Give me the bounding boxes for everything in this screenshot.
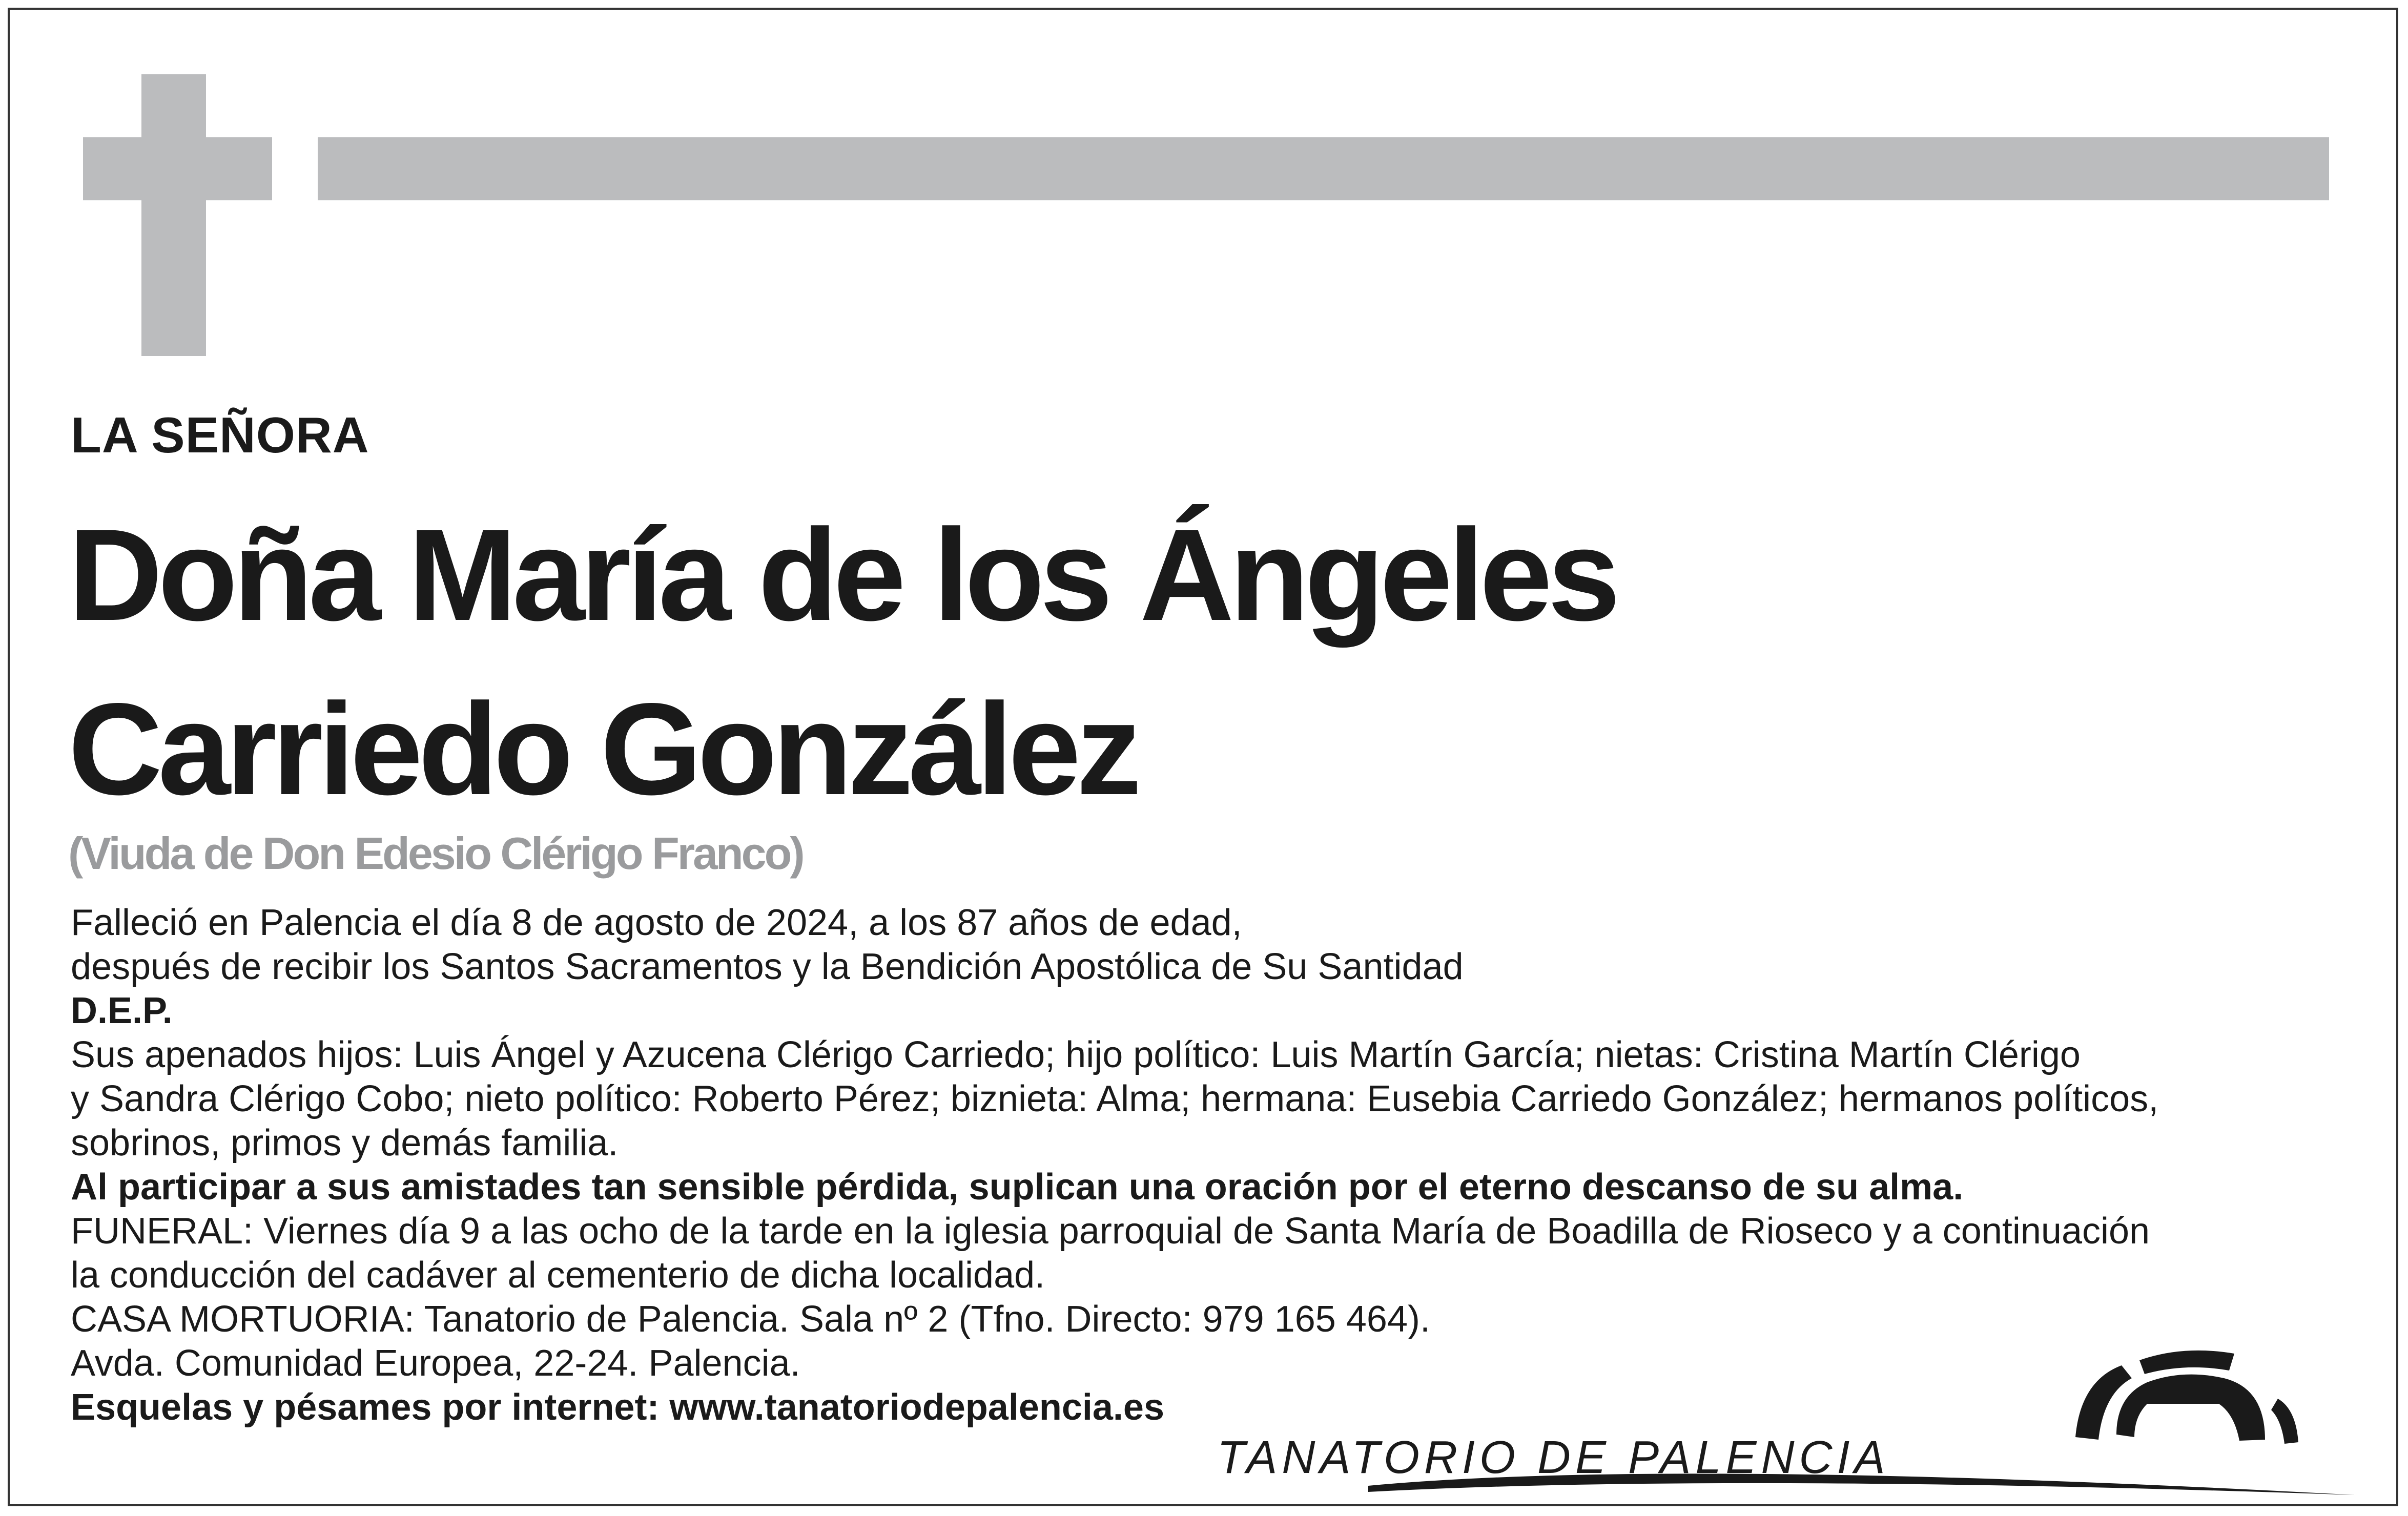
- internet-line: Esquelas y pésames por internet: www.tanatoriodepalencia.es: [71, 1387, 1165, 1428]
- deceased-name-line-2: Carriedo González: [68, 676, 1137, 822]
- prayer-request-line: Al participar a sus amistades tan sensible pérdida, suplican una oración por el eterno descanso de su alma.: [71, 1167, 1964, 1208]
- funeral-home-line-1: CASA MORTUORIA: Tanatorio de Palencia. Sala nº 2 (Tfno. Directo: 979 165 464).: [71, 1299, 1430, 1340]
- top-mourning-bar: [318, 137, 2329, 200]
- cross-vertical-bar: [141, 74, 206, 356]
- family-line-3: sobrinos, primos y demás familia.: [71, 1123, 619, 1164]
- funeral-home-line-2: Avda. Comunidad Europea, 22-24. Palencia.: [71, 1343, 800, 1384]
- deceased-name-line-1: Doña María de los Ángeles: [68, 502, 1616, 648]
- funeral-line-1: FUNERAL: Viernes día 9 a las ocho de la tarde en la iglesia parroquial de Santa María de Boadilla de Rioseco y a continuación: [71, 1211, 2150, 1252]
- widow-subtitle: (Viuda de Don Edesio Clérigo Franco): [68, 828, 803, 879]
- funeral-line-2: la conducción del cadáver al cementerio de dicha localidad.: [71, 1255, 1045, 1296]
- rip-line: D.E.P.: [71, 990, 173, 1031]
- death-line-2: después de recibir los Santos Sacramentos y la Bendición Apostólica de Su Santidad: [71, 946, 1464, 987]
- funeral-home-brand: TANATORIO DE PALENCIA: [1217, 1432, 1890, 1483]
- family-line-1: Sus apenados hijos: Luis Ángel y Azucena Clérigo Carriedo; hijo político: Luis Martín García; nietas: Cristina Martín Clérigo: [71, 1034, 2081, 1075]
- family-line-2: y Sandra Clérigo Cobo; nieto político: Roberto Pérez; biznieta: Alma; hermana: Eusebia Carriedo González; hermanos políticos,: [71, 1078, 2159, 1119]
- honorific-label: LA SEÑORA: [71, 407, 369, 463]
- death-line-1: Falleció en Palencia el día 8 de agosto de 2024, a los 87 años de edad,: [71, 902, 1242, 943]
- cross-horizontal-bar: [83, 137, 272, 200]
